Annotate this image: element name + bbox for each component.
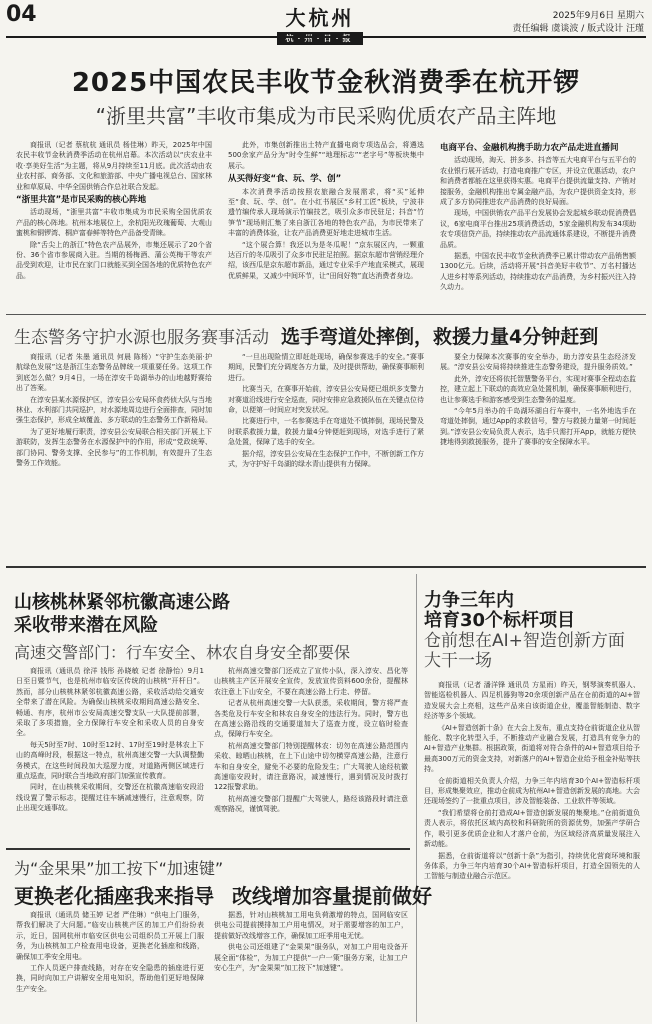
section2-headline-row [14,322,598,349]
lead-subheading-1: “浙里共富”是市民采购的核心阵地 [16,195,147,206]
section2-headline: 选手弯道处摔倒，救援力量4分钟赶到 [281,326,599,348]
header-info [513,10,644,36]
paragraph: 商报讯（记者 潘洋锋 通讯员 方星雨）昨天，钢琴演奏机器人、智能巡检机器人、四足机器狗等20余项创新产品在仓前街道的AI+智造发展大会上亮相，这些产品来自该街道企业，覆盖智能制造、数字经济等多个领域。 [424,681,640,721]
paragraph: 此外，淳安还将依托智慧警务平台，实现对赛事全程动态监控，建立起上下联动的高效应急处置机制，确保赛事顺利进行，也让参赛选手和游客感受到生态警务的温度。 [440,374,636,404]
section4-headline-line1: 力争三年内 [424,590,514,611]
lead-subheading-2: 从买得好变“食、玩、学、创” [228,174,342,185]
paragraph: 杭州高速交警部门提醒广大驾驶人，路经该路段时请注意观察路况，谨慎驾驶。 [214,794,408,814]
paragraph: 每天5时至7时、10时至12时、17时至19时是林农上下山的高峰时段，根据这一特点，杭州高速交警一大队调整勤务模式，在这些时间段加大巡逻力度，对道路两侧区域进行重点巡查，同时联合当地政府部门加强宣传教育。 [16,740,204,781]
paragraph: “一旦出现险情立即赶赴现场，确保参赛选手的安全。”赛事期间，民警们充分调度各方力量，及时提供帮助，确保赛事顺利进行。 [228,353,424,382]
paragraph: 商报讯（记者 蔡杭杭 通讯员 杨佳琳）昨天，2025年中国农民丰收节金秋消费季活动在杭州启幕。本次活动以“庆农业丰收·享美好生活”为主题，将从9月持续至11月底。此次活动由农业农村部、商务部、文化和旅游部、中央广播电视总台、国家林业和草原局、中华全国供销合作总社联合发起。 [16,141,212,191]
section5-headline-b: 改线增加容量提前做好 [232,884,432,908]
section3-column-2 [214,666,408,842]
paragraph: “这个展合算！我还以为是冬瓜呢！”京东展区内，一颗重达百斤的冬瓜吸引了众多市民驻足拍照。据京东超市营销经理介绍，该西瓜是京东超市新品，通过专业采手产地直采模式，展现优质鲜果，又减少中间环节，让“田间好物”直达消费者身边。 [228,240,424,280]
section2-column-1 [16,352,212,550]
paragraph: 杭州高速交警部门还成立了宣传小队，深入淳安、昌化等山核桃主产区开展安全宣传，发放宣传资料600余份，提醒林农注意上下山安全，不要在高速公路上行走、停留。 [214,667,408,696]
lead-headline: 2025中国农民丰收节金秋消费季在杭开锣 [71,68,581,98]
paragraph: 据介绍，淳安县公安局在生态保护工作中，不断创新工作方式，为守护好千岛湖的绿水青山提供有力保障。 [228,449,424,469]
paragraph: “我们希望将仓前打造成AI+智造创新发展的集聚地。”仓前街道负责人表示，将依托区域内高校和科研院所的资源优势，加强产学研合作，吸引更多优质企业和人才落户仓前，为区域经济高质量发展注入新动能。 [424,808,640,849]
section-divider [6,314,646,315]
section2-column-3 [440,352,636,550]
issue-date: 2025年9月6日 星期六 [552,11,644,21]
section5-column-2 [214,910,408,1020]
section-divider [6,566,646,568]
section4-headline-line2: 培育30个标杆项目 [424,610,576,631]
header-rule [6,36,646,38]
paragraph: 比赛进行中，一名参赛选手在弯道处不慎摔倒，现场民警及时联系救援力量，救援力量4分钟便赶到现场，对选手进行了紧急处置，保障了选手的安全。 [228,417,424,447]
section2-column-2 [228,352,424,550]
section3-subhead: 高速交警部门：行车安全、林农自身安全都要保 [14,643,351,662]
paragraph: 要全力保障本次赛事的安全举办，助力淳安县生态经济发展。“淳安县公安局将持续推进生态警务建设，提升服务质效。” [440,353,636,372]
editor-credits: 责任编辑 虞谈波 / 版式设计 汪瑾 [512,24,644,34]
paragraph: 《AI+智造创新十条》在大会上发布，重点支持仓前街道企业从智能化、数字化转型入手，不断推动产业融合发展，打造具有竞争力的AI+智造产业集群。根据政策，街道将对符合条件的AI+智造项目给予最高300万元的资金支持，对新落户的AI+智造企业给予租金补贴等扶持。 [424,723,640,774]
paragraph: “今年5月举办的千岛湖环湖自行车赛中，一名外地选手在弯道处摔倒，通过App的求救信号，警方与救援力量第一时间赶到。”淳安县公安局负责人表示，选手只需打开App，就能方便快捷地得到救援服务，提升了赛事的安全保障水平。 [440,407,636,447]
lead-column-1 [16,140,212,308]
lead-subheading-3: 电商平台、金融机构携手助力农产品走进直播间 [440,143,619,153]
lead-column-2 [228,140,424,308]
lead-column-3 [440,140,636,308]
paragraph: 活动现场，淘天、拼多多、抖音等五大电商平台与五平台的农业银行展开活动，打造电商推广专区，并设立优惠活动，农户和消费者都能在这里获得实惠。电商平台提供流量支持、产销对接服务，金融机构推出专属金融产品，为农户提供资金支持，形成了多方协同推进农产品消费的良好局面。 [440,156,636,207]
paragraph: 活动现场，“浙里共富”丰收市集成为市民采购全国优质农产品的核心阵地。杭州本地展位上，余杭阳光玫瑰葡萄、大观山蜜桃和铜锣湾、桐庐富春鲜等特色产品备受青睐。 [16,208,212,238]
paragraph: 商报讯（通讯员 储玉婷 记者 严佳琳）“供电上门服务，帮我们解决了大问题。”临安山核桃产区的加工户们纷纷表示，近日，国网杭州市临安区供电公司组织员工开展上门服务，为山核桃加工户检查用电设备，更换老化插座和线路，确保加工季安全用电。 [16,911,204,961]
paragraph: 现场，中国供销农产品平台发展协会发起城乡联动促消费倡议，6家电商平台推出25项消费活动，5家金融机构发布34项助农专项信贷产品，持续推动农产品流通体系建设，不断提升消费品质。 [440,209,636,249]
section4-headline [424,591,644,671]
paragraph: 据悉，仓前街道将以“创新十条”为指引，持续优化营商环境和服务体系，力争三年内培育30个AI+智造标杆项目，打造全国领先的人工智能与制造业融合示范区。 [424,851,640,881]
section5-column-1 [16,910,204,1020]
paragraph: 在淳安县某水源保护区，淳安县公安局环食药侦大队与当地林业、水利部门共同巡护，对水源地周边进行全面排查，同时加强生态保护，形成全域覆盖、多方联动的生态警务工作新格局。 [16,395,212,425]
paragraph: 此外，市集创新推出土特产直播电商专项选品会，将遴选500余家产品分为“时令生鲜”“地理标志”“老字号”等板块集中展示。 [228,141,424,170]
paragraph: 据悉，中国农民丰收节金秋消费季已累计带动农产品销售额1300亿元。后续，活动将开展“抖音美好丰收节”、万名村播达人进乡村等系列活动，持续推动农产品消费，为乡村振兴注入持久动力。 [440,252,636,292]
column-divider [416,574,417,1022]
page-number: 04 [6,2,37,27]
section4-headline-line3: 仓前想在AI+智造创新方面 [424,631,625,651]
paragraph: 比赛当天，在赛事开始前，淳安县公安局便已组织多支警力对赛道沿线进行安全巡查，同时安排应急救援队伍在关键点位待命，以便第一时间应对突发状况。 [228,385,424,415]
section2-kicker: 生态警务守护水源也服务赛事活动 [14,328,269,348]
section5-headline [14,880,432,909]
section-divider [6,848,410,850]
paragraph: 工作人员逐户排查线路，对存在安全隐患的插座进行更换，同时向加工户讲解安全用电知识，帮助他们更好地保障生产安全。 [16,964,204,993]
section5-headline-a: 更换老化插座我来指导 [14,884,214,908]
section4-headline-line4: 大干一场 [424,651,492,671]
masthead-title: 大杭州 [285,6,355,30]
lead-subhead: “浙里共富”丰收市集成为市民采购优质农产品主阵地 [95,104,557,128]
paragraph: 同时，在山核桃采收期间，交警还在杭徽高速临安段沿线设置了警示标志，提醒过往车辆减速慢行，注意观察，防止出现交通事故。 [16,783,204,813]
masthead [272,2,368,45]
paragraph: 商报讯（通讯员 徐洋 钱彤 孙晓敏 记者 徐静怡）9月1日至日暨节气，也是杭州市临安区传统的山核桃“开杆日”。然而，部分山核桃林紧邻杭徽高速公路，采收活动给交通安全带来了潜在风险。为确保山核桃采收期间高速公路安全、畅通、有序，杭州市公安局高速交警支队一大队提前部署，采取了多项措施，全力保障行车安全和采收人员的自身安全。 [16,667,204,738]
section3-headline-line2: 采收带来潜在风险 [14,615,158,636]
paragraph: 据悉，针对山核桃加工用电负荷激增的特点，国网临安区供电公司提前摸排加工户用电情况，对于需要增容的加工户，提前做好改线增容工作，确保加工旺季用电无忧。 [214,911,408,940]
section3-column-1 [16,666,204,842]
paragraph: 商报讯（记者 朱墨 通讯员 何晨 陈杨）“守护生态美丽·护航绿色发展”这是浙江生态警务品牌统一项重要任务。这项工作到底怎么做？9月4日，一场在淳安千岛湖举办的山地越野赛给出了答案。 [16,353,212,393]
section3-headline-line1: 山核桃林紧邻杭徽高速公路 [14,592,230,613]
section3-headline [14,591,230,637]
paragraph: 本次消费季活动按照农旅融合发展需求，将“买”延伸至“食、玩、学、创”。在小红书展区“乡村工匠”板块，宁波非遗竹编传承人现场演示竹编技艺，吸引众多市民驻足；抖音“竹笋节”现场则汇集了来自浙江各地的特色农产品，为市民带来了丰富的消费体验，让农产品消费更好地走进城市生活。 [228,187,424,238]
paragraph: 为了更好地履行职责，淳安县公安局联合相关部门开展上下游联防，发挥生态警务在水源保护中的作用，形成“党政统筹、部门协同、警务支撑、全民参与”的工作机制，有效提升了生态警务工作效能。 [16,427,212,468]
paragraph: 记者从杭州高速交警一大队获悉，采收期间，警方将严查各类危及行车安全和林农自身安全的违法行为。同时，警方也在高速公路沿线的交通要道加大了巡查力度，设立临时检查点，保障行车安全。 [214,699,408,739]
section4-body [424,680,640,1020]
paragraph: 除“舌尖上的浙江”特色农产品展外，市集还展示了20个省份、36个省市参展商入驻。当期的杨梅酒、蒲公英梅干等农产品受到欢迎，让市民在家门口就能买到全国各地的优质特色农产品。 [16,240,212,280]
section5-kicker: 为“金果果”加工按下“加速键” [14,859,224,878]
paragraph: 仓前街道相关负责人介绍，力争三年内培育30个AI+智造标杆项目，形成集聚效应，推动仓前成为杭州AI+智造创新发展的高地。大会还现场签约了一批重点项目，涉及智能装备、工业软件等领域。 [424,776,640,806]
paragraph: 供电公司还组建了“金果果”服务队，对加工户用电设备开展全面“体检”，为加工户提供“一户一策”服务方案，让加工户安心生产，为“金果果”加工按下“加速键”。 [214,943,408,973]
masthead-subtitle: 杭·州·日·报 [277,32,363,45]
paragraph: 杭州高速交警部门特别提醒林农：切勿在高速公路范围内采收、晾晒山核桃，在上下山途中切勿横穿高速公路，注意行车和自身安全，避免不必要的危险发生；广大驾驶人途经杭徽高速临安段时，请注意路况，减速慢行，遇到情况及时拨打122报警求助。 [214,741,408,792]
